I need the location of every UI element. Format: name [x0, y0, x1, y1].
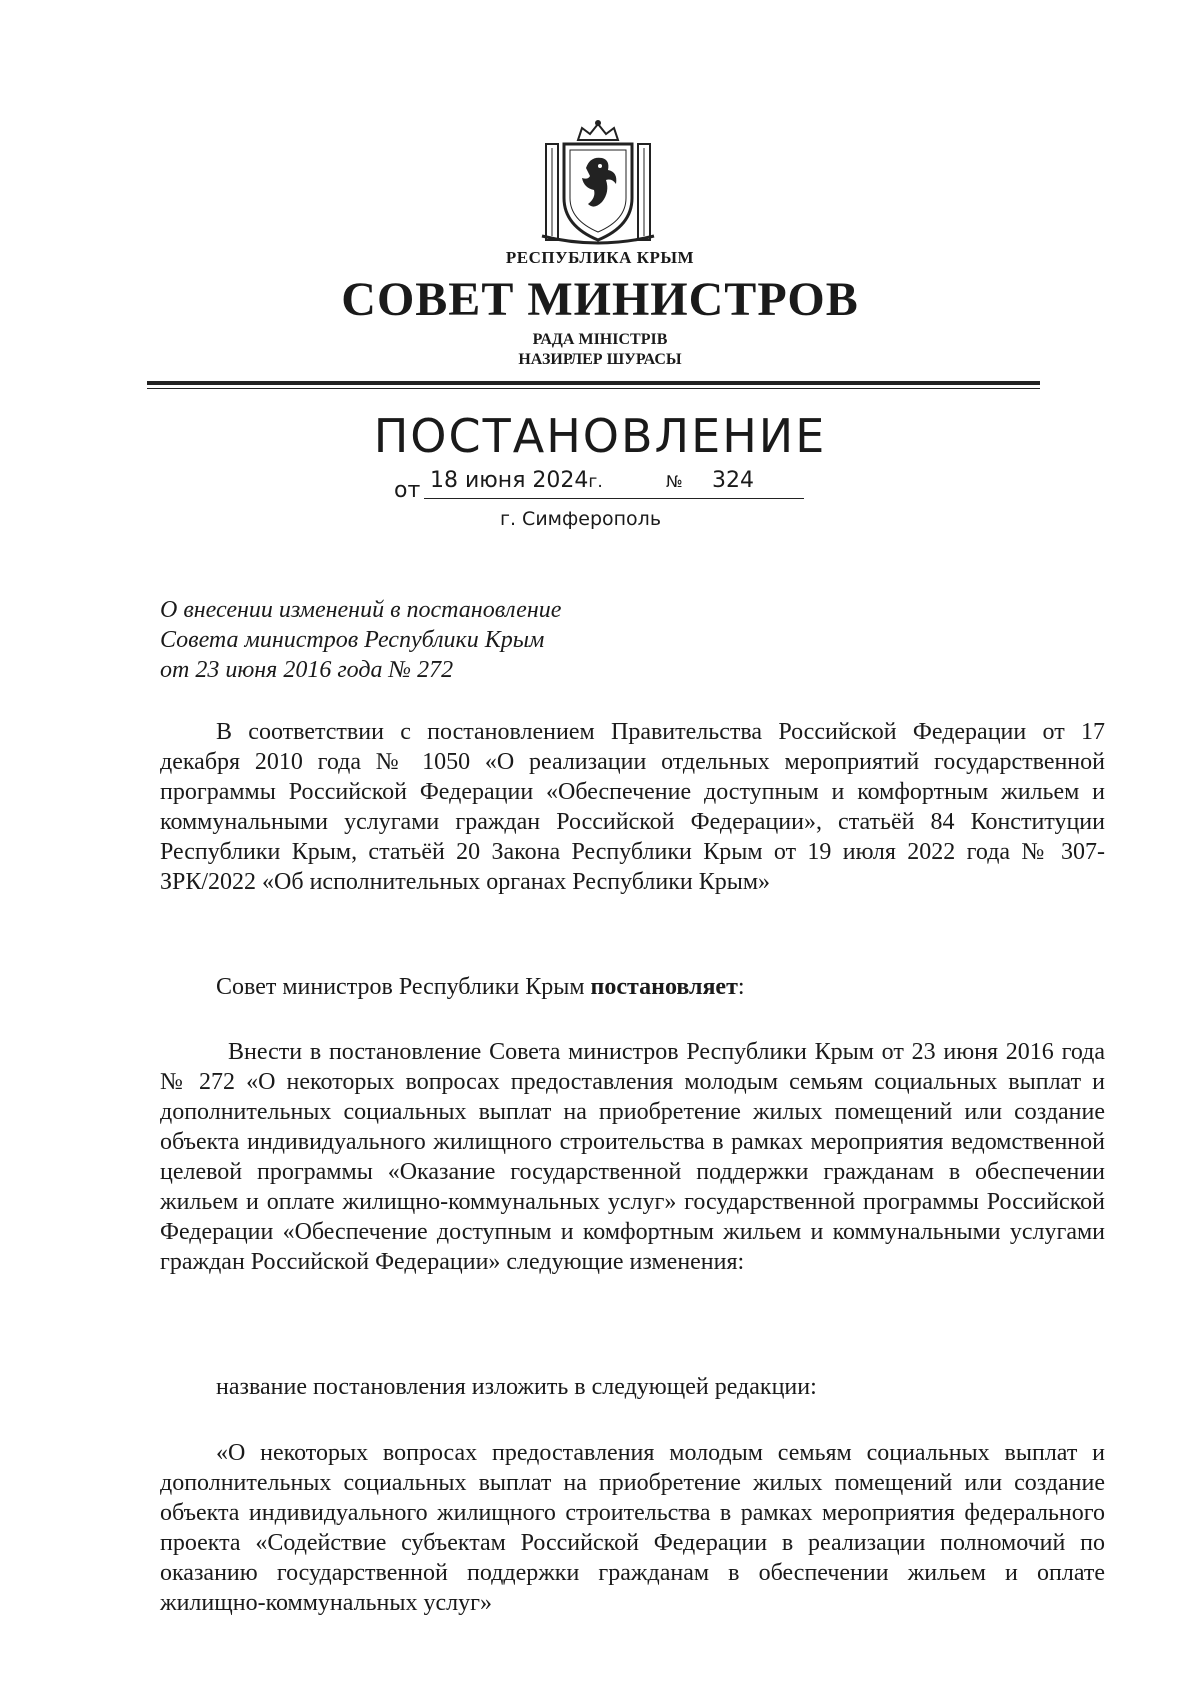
header-divider-thin: [147, 388, 1040, 389]
council-title-translations: [0, 330, 1200, 370]
new-title-paragraph: «О некоторых вопросах предоставления молодым семьям социальных выплат и дополнительных социальных выплат на приобретение жилых помещений или создание объекта индивидуального жилищного строительства в рамках мероприятия федерального проекта «Содействие субъектам Российской Федерации в реализации полномочий по оказанию государственной поддержки гражданам в обеспечении жильем и оплате жилищно-коммунальных услуг»: [160, 1440, 1105, 1616]
decree-subject: [160, 595, 680, 685]
subject-line-2: Совета министров Республики Крым: [160, 627, 545, 653]
decree-number: 324: [712, 468, 754, 493]
resolution-paragraph: [160, 972, 1105, 1002]
decree-date-value: 18 июня 2024: [430, 468, 589, 493]
decree-date: [430, 468, 603, 493]
resolution-colon: :: [737, 974, 745, 1000]
resolution-text: Совет министров Республики Крым: [216, 974, 591, 1000]
council-title-crimean-tatar: НАЗИРЛЕР ШУРАСЫ: [518, 351, 682, 368]
council-title-ukrainian: РАДА МІНІСТРІВ: [532, 331, 668, 348]
decree-city: г. Симферополь: [500, 508, 662, 530]
council-title: СОВЕТ МИНИСТРОВ: [341, 273, 859, 326]
title-change-paragraph: название постановления изложить в следующей редакции:: [216, 1374, 817, 1400]
document-type-title: ПОСТАНОВЛЕНИЕ: [373, 409, 827, 463]
republic-name: РЕСПУБЛИКА КРЫМ: [505, 248, 695, 267]
subject-line-1: О внесении изменений в постановление: [160, 597, 562, 623]
date-prefix: от: [394, 478, 421, 503]
coat-of-arms-emblem: [538, 118, 658, 246]
resolution-verb: постановляет: [590, 974, 738, 1000]
preamble-paragraph: В соответствии с постановлением Правительства Российской Федерации от 17 декабря 2010 года № 1050 «О реализации отдельных мероприятий государственной программы Российской Федерации «Обеспечение доступным и комфортным жильем и коммунальными услугами граждан Российской Федерации», статьёй 84 Конституции Республики Крым, статьёй 20 Закона Республики Крым от 19 июля 2022 года № 307-ЗРК/2022 «Об исполнительных органах Республики Крым»: [160, 719, 1105, 895]
decree-date-number-line: [394, 470, 814, 504]
subject-line-3: от 23 июня 2016 года № 272: [160, 657, 454, 683]
header-divider-thick: [147, 381, 1040, 385]
decree-number-label: №: [666, 472, 683, 491]
amendment-paragraph: Внести в постановление Совета министров Республики Крым от 23 июня 2016 года № 272 «О некоторых вопросах предоставления молодым семьям социальных выплат и дополнительных социальных выплат на приобретение жилых помещений или создание объекта индивидуального жилищного строительства в рамках мероприятия ведомственной целевой программы «Оказание государственной поддержки гражданам в обеспечении жильем и оплате жилищно-коммунальных услуг» государственной программы Российской Федерации «Обеспечение доступным и комфортным жильем и коммунальными услугами граждан Российской Федерации» следующие изменения:: [160, 1039, 1105, 1275]
decree-date-suffix: г.: [588, 472, 603, 492]
